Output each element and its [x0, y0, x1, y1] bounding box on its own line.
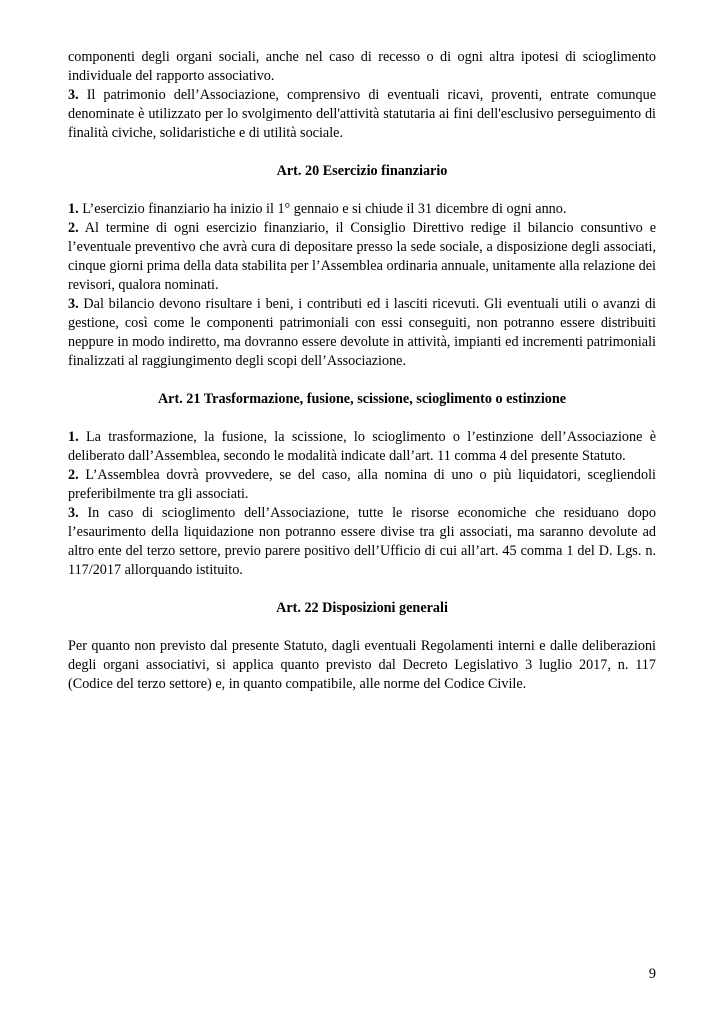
art21-p2-text: L’Assemblea dovrà provvedere, se del caso, alla nomina di uno o più liquidatori, scegliendoli preferibilmente tra gli associati.: [68, 467, 656, 502]
art22-p1-text: Per quanto non previsto dal presente Statuto, dagli eventuali Regolamenti interni e dalle deliberazioni degli organi associativi, si applica quanto previsto dal Decreto Legislativo 3 luglio 2017, n. 117 (Codice del terzo settore) e, in quanto compatibile, alle norme del Codice Civile.: [68, 638, 656, 692]
article-22-section: [68, 599, 656, 694]
article-21-paragraph-3: [68, 504, 656, 580]
intro-p1-text: componenti degli organi sociali, anche nel caso di recesso o di ogni altra ipotesi di scioglimento individuale del rapporto associativo.: [68, 49, 656, 84]
article-20-title: Art. 20 Esercizio finanziario: [276, 163, 448, 179]
document-page: [68, 48, 656, 694]
art21-p1-number: 1.: [68, 429, 79, 445]
article-21-section: [68, 390, 656, 580]
art21-p3-number: 3.: [68, 505, 79, 521]
art20-p3-number: 3.: [68, 296, 79, 312]
art20-p2-text: Al termine di ogni esercizio finanziario, il Consiglio Direttivo redige il bilancio consuntivo e l’eventuale preventivo che avrà cura di depositare presso la sede sociale, a disposizione degli associati, cinque giorni prima della data stabilita per l’Assemblea ordinaria annuale, unitamente alla relazione dei revisori, qualora nominati.: [68, 220, 656, 293]
page-number: 9: [648, 966, 656, 982]
intro-p2-text: Il patrimonio dell’Associazione, comprensivo di eventuali ricavi, proventi, entrate comunque denominate è utilizzato per lo svolgimento dell'attività statutaria ai fini dell'esclusivo perseguimento di finalità civiche, solidaristiche e di utilità sociale.: [68, 87, 656, 141]
intro-p2-number: 3.: [68, 87, 79, 103]
art21-p3-text: In caso di scioglimento dell’Associazione, tutte le risorse economiche che residuano dopo l’esaurimento della liquidazione non potranno essere divise tra gli associati, ma saranno devolute ad altro ente del terzo settore, previo parere positivo dell’Ufficio di cui all’art. 45 comma 1 del D. Lgs. n. 117/2017 allorquando istituito.: [68, 505, 656, 578]
article-20-section: [68, 162, 656, 371]
art21-p2-number: 2.: [68, 467, 79, 483]
art20-p3-text: Dal bilancio devono risultare i beni, i contributi ed i lasciti ricevuti. Gli eventuali utili o avanzi di gestione, così come le componenti patrimoniali con essi conseguiti, non potranno essere distribuiti neppure in modo indiretto, ma dovranno essere devolute in attività, impianti ed incrementi patrimoniali finalizzati al raggiungimento degli scopi dell’Associazione.: [68, 296, 656, 369]
intro-paragraph-3: [68, 86, 656, 143]
article-20-paragraph-2: [68, 219, 656, 295]
art20-p2-number: 2.: [68, 220, 79, 236]
art20-p1-number: 1.: [68, 201, 79, 217]
art20-p1-text: L’esercizio finanziario ha inizio il 1° gennaio e si chiude il 31 dicembre di ogni anno.: [78, 201, 567, 217]
art21-p1-text: La trasformazione, la fusione, la scissione, lo scioglimento o l’estinzione dell’Associazione è deliberato dall’Assemblea, secondo le modalità indicate dall’art. 11 comma 4 del presente Statuto.: [68, 429, 656, 464]
article-20-paragraph-3: [68, 295, 656, 371]
article-21-paragraph-1: [68, 428, 656, 466]
article-22-title: Art. 22 Disposizioni generali: [276, 600, 448, 616]
intro-paragraph-continued: [68, 48, 656, 86]
article-21-title: Art. 21 Trasformazione, fusione, scissione, scioglimento o estinzione: [157, 391, 567, 407]
article-22-paragraph-1: [68, 637, 656, 694]
article-20-paragraph-1: [68, 200, 656, 219]
intro-section: [68, 48, 656, 143]
article-21-paragraph-2: [68, 466, 656, 504]
